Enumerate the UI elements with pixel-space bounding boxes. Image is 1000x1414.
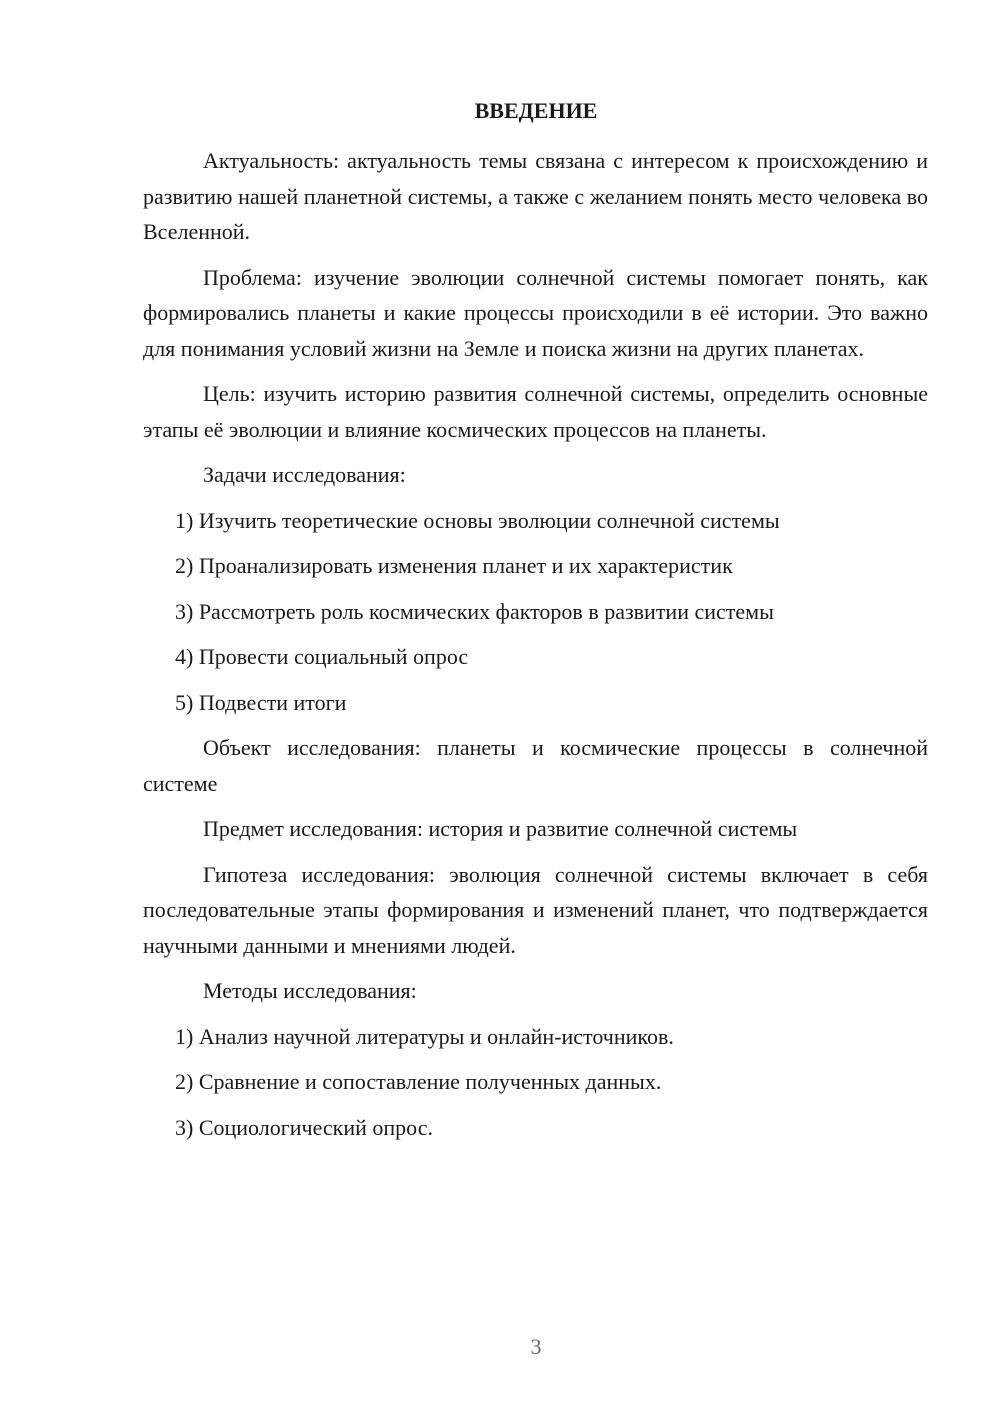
- subject-paragraph: Предмет исследования: история и развитие солнечной системы: [203, 816, 798, 841]
- list-item: 5) Подвести итоги: [175, 689, 347, 715]
- document-body: [143, 143, 928, 1145]
- list-item: 3) Рассмотреть роль космических факторов в развитии системы: [175, 598, 774, 624]
- methods-heading: Методы исследования:: [203, 978, 417, 1003]
- list-item: 1) Изучить теоретические основы эволюции солнечной системы: [175, 507, 780, 533]
- list-item: 2) Проанализировать изменения планет и их характеристик: [175, 553, 733, 578]
- page-number: 3: [530, 1334, 542, 1359]
- tasks-list: [143, 503, 928, 721]
- section-title: ВВЕДЕНИЕ: [474, 98, 598, 123]
- goal-paragraph: Цель: изучить историю развития солнечной системы, определить основные этапы её эволюции и влияние космических процессов на планеты.: [143, 381, 928, 442]
- hypothesis-paragraph: Гипотеза исследования: эволюция солнечной системы включает в себя последовательные этапы формирования и изменений планет, что подтверждается научными данными и мнениями людей.: [143, 861, 928, 958]
- list-item: 4) Провести социальный опрос: [175, 644, 469, 669]
- tasks-heading: Задачи исследования:: [203, 462, 406, 487]
- methods-list: [143, 1019, 928, 1146]
- list-item: 1) Анализ научной литературы и онлайн-источников.: [175, 1023, 674, 1049]
- problem-paragraph: Проблема: изучение эволюции солнечной системы помогает понять, как формировались планеты и какие процессы происходили в её истории. Это важно для понимания условий жизни на Земле и поиска жизни на других планетах.: [143, 264, 928, 361]
- object-paragraph: Объект исследования: планеты и космические процессы в солнечной системе: [143, 735, 928, 796]
- relevance-paragraph: Актуальность: актуальность темы связана с интересом к происхождению и развитию нашей планетной системы, а также с желанием понять место человека во Вселенной.: [143, 148, 928, 244]
- list-item: 2) Сравнение и сопоставление полученных данных.: [175, 1069, 662, 1094]
- list-item: 3) Социологический опрос.: [175, 1114, 433, 1140]
